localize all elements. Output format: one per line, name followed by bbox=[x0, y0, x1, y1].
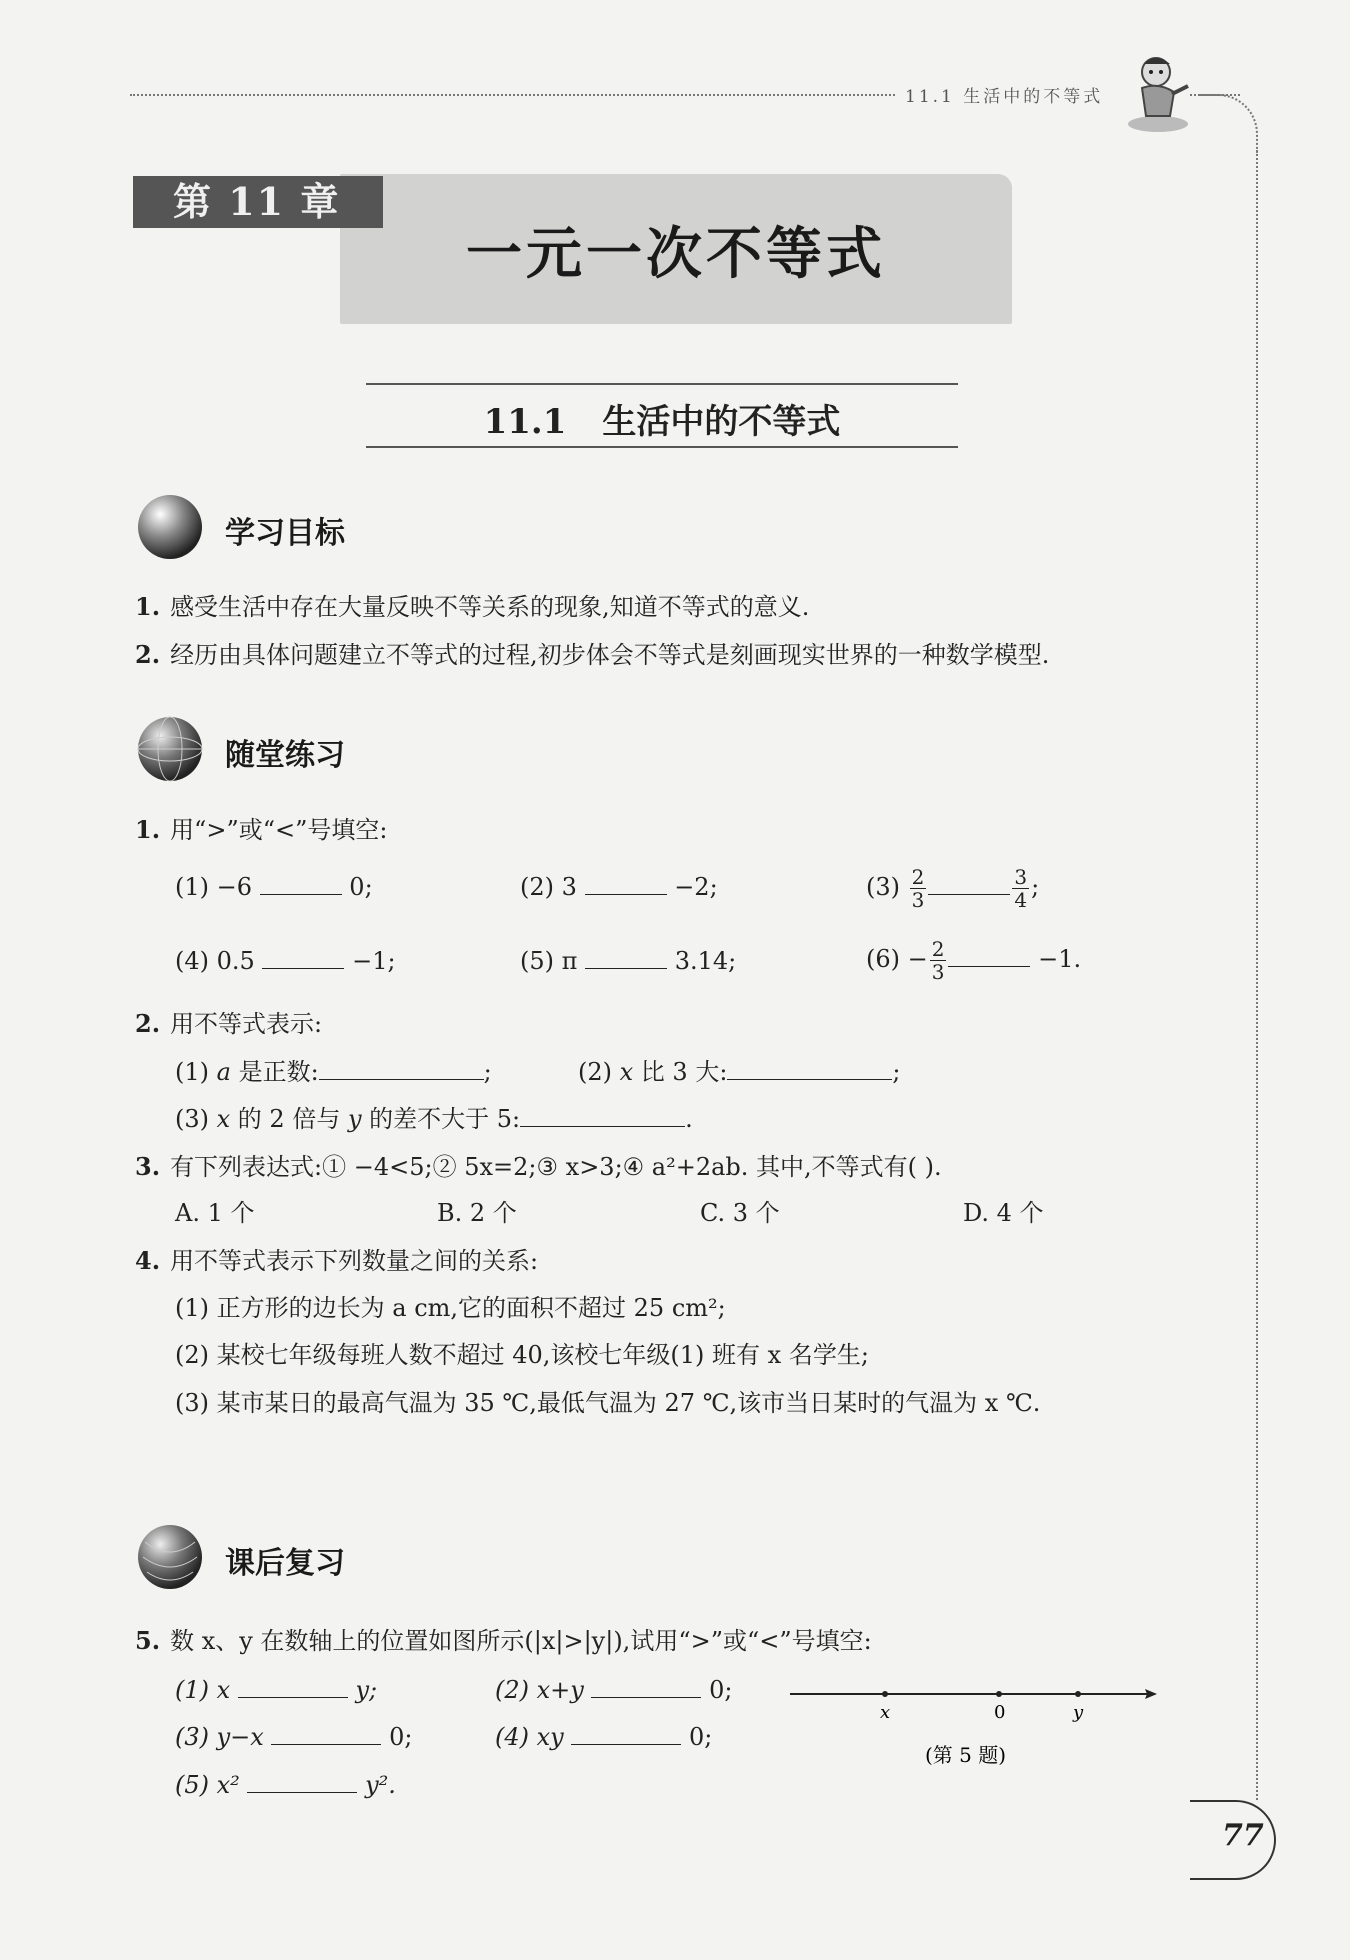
q5-part-3 bbox=[175, 1722, 412, 1752]
objective-num: 2. bbox=[135, 640, 161, 669]
question-num: 3. bbox=[135, 1152, 161, 1181]
question-5-stem bbox=[135, 1626, 872, 1656]
q3-option-a[interactable]: A. 1 个 bbox=[175, 1199, 255, 1227]
q3-option-b[interactable]: B. 2 个 bbox=[437, 1199, 517, 1227]
part-text: ; bbox=[483, 1058, 492, 1086]
point-origin bbox=[996, 1691, 1002, 1697]
answer-blank[interactable] bbox=[571, 1723, 681, 1745]
q5-part-2 bbox=[495, 1675, 732, 1705]
fraction bbox=[910, 866, 927, 911]
q1-part-2 bbox=[520, 872, 718, 902]
review-heading-label: 课后复习 bbox=[225, 1546, 345, 1581]
answer-blank[interactable] bbox=[591, 1676, 701, 1698]
objective-text: 感受生活中存在大量反映不等关系的现象,知道不等式的意义. bbox=[170, 593, 810, 621]
question-num: 2. bbox=[135, 1009, 161, 1038]
answer-blank[interactable] bbox=[271, 1723, 381, 1745]
right-dotted-rail bbox=[1256, 150, 1258, 1800]
q2-part-3 bbox=[175, 1104, 693, 1134]
part-text: −1. bbox=[1038, 945, 1082, 973]
variable: x bbox=[216, 1105, 231, 1133]
section-number: 11.1 bbox=[483, 402, 567, 442]
chapter-title: 一元一次不等式 bbox=[466, 222, 886, 287]
part-text: (3) bbox=[866, 873, 900, 901]
variable: a bbox=[216, 1058, 231, 1086]
part-text: . bbox=[685, 1105, 693, 1133]
answer-blank[interactable] bbox=[520, 1105, 685, 1127]
part-text: y². bbox=[365, 1771, 396, 1799]
running-title: 11.1 生活中的不等式 bbox=[905, 87, 1104, 107]
part-text: 比 3 大: bbox=[633, 1058, 728, 1086]
globe-icon bbox=[135, 714, 205, 784]
question-num: 4. bbox=[135, 1246, 161, 1275]
section-rule-top bbox=[366, 383, 958, 385]
fraction bbox=[1012, 866, 1029, 911]
q3-option-c[interactable]: C. 3 个 bbox=[700, 1199, 780, 1227]
part-text: ; bbox=[892, 1058, 901, 1086]
numerator: 3 bbox=[1014, 865, 1028, 889]
denominator: 3 bbox=[911, 888, 925, 912]
part-text: (1) bbox=[175, 1058, 217, 1086]
question-text: 用不等式表示下列数量之间的关系: bbox=[170, 1247, 539, 1275]
question-text: 数 x、y 在数轴上的位置如图所示(|x|>|y|),试用“>”或“<”号填空: bbox=[170, 1627, 872, 1655]
part-text: −2; bbox=[674, 873, 718, 901]
denominator: 4 bbox=[1014, 888, 1028, 912]
q1-part-3 bbox=[866, 860, 1039, 914]
q5-part-5 bbox=[175, 1770, 396, 1800]
answer-blank[interactable] bbox=[585, 947, 667, 969]
answer-blank[interactable] bbox=[262, 947, 344, 969]
part-text: (5) π bbox=[520, 947, 578, 975]
q4-part-1: (1) 正方形的边长为 a cm,它的面积不超过 25 cm²; bbox=[175, 1294, 726, 1322]
question-1-stem bbox=[135, 815, 387, 845]
part-text: (2) x+y bbox=[495, 1676, 584, 1704]
label-y: y bbox=[1073, 1702, 1084, 1723]
q1-part-5 bbox=[520, 946, 736, 976]
question-num: 1. bbox=[135, 815, 161, 844]
numerator: 2 bbox=[931, 937, 945, 961]
part-text: (4) xy bbox=[495, 1723, 564, 1751]
numerator: 2 bbox=[911, 865, 925, 889]
objective-item-1 bbox=[135, 592, 809, 622]
section-title bbox=[366, 394, 958, 443]
variable: y bbox=[347, 1105, 362, 1133]
answer-blank[interactable] bbox=[585, 873, 667, 895]
q1-part-4 bbox=[175, 946, 396, 976]
part-text: 3.14; bbox=[674, 947, 737, 975]
mascot-illustration bbox=[1120, 52, 1196, 136]
number-line-figure bbox=[785, 1676, 1175, 1786]
part-text: 0; bbox=[689, 1723, 713, 1751]
chapter-tag: 第 11 章 bbox=[133, 176, 383, 228]
question-2-stem bbox=[135, 1009, 322, 1039]
denominator: 3 bbox=[931, 960, 945, 984]
section-rule-bottom bbox=[366, 446, 958, 448]
part-text: 的 2 倍与 bbox=[230, 1105, 348, 1133]
label-origin: 0 bbox=[994, 1702, 1006, 1723]
part-text: 的差不大于 5: bbox=[361, 1105, 521, 1133]
question-num: 5. bbox=[135, 1626, 161, 1655]
question-text: 有下列表达式:① −4<5;② 5x=2;③ x>3;④ a²+2ab. 其中,不等式有( ). bbox=[170, 1153, 942, 1181]
question-3-stem bbox=[135, 1152, 942, 1182]
label-x: x bbox=[880, 1702, 891, 1723]
part-text: (1) −6 bbox=[175, 873, 253, 901]
sphere-icon bbox=[135, 492, 205, 562]
answer-blank[interactable] bbox=[238, 1676, 348, 1698]
part-text: (3) y−x bbox=[175, 1723, 264, 1751]
answer-blank[interactable] bbox=[319, 1058, 484, 1080]
point-y bbox=[1075, 1691, 1081, 1697]
answer-blank[interactable] bbox=[247, 1771, 357, 1793]
section-name: 生活中的不等式 bbox=[602, 402, 841, 442]
objective-item-2 bbox=[135, 640, 1049, 670]
q4-part-2: (2) 某校七年级每班人数不超过 40,该校七年级(1) 班有 x 名学生; bbox=[175, 1341, 869, 1369]
part-text: (3) bbox=[175, 1105, 217, 1133]
part-text: 0; bbox=[709, 1676, 733, 1704]
q5-part-4 bbox=[495, 1722, 712, 1752]
fraction bbox=[930, 938, 947, 983]
q2-part-1 bbox=[175, 1057, 492, 1087]
part-text: −1; bbox=[352, 947, 396, 975]
part-text: ; bbox=[1031, 873, 1040, 901]
answer-blank[interactable] bbox=[948, 945, 1030, 967]
question-text: 用不等式表示: bbox=[170, 1010, 323, 1038]
part-text: 是正数: bbox=[230, 1058, 319, 1086]
page-number: 77 bbox=[1222, 1818, 1264, 1853]
part-text: 0; bbox=[349, 873, 373, 901]
objective-num: 1. bbox=[135, 592, 161, 621]
part-text: (6) − bbox=[866, 945, 928, 973]
answer-blank[interactable] bbox=[727, 1058, 892, 1080]
part-text: 0; bbox=[389, 1723, 413, 1751]
q1-part-6 bbox=[866, 932, 1081, 986]
q1-part-1 bbox=[175, 872, 373, 902]
q4-part-3: (3) 某市某日的最高气温为 35 ℃,最低气温为 27 ℃,该市当日某时的气温为 x ℃. bbox=[175, 1389, 1041, 1417]
answer-blank[interactable] bbox=[260, 873, 342, 895]
question-4-stem bbox=[135, 1246, 538, 1276]
header-corner-curve bbox=[1200, 94, 1258, 154]
part-text: (5) x² bbox=[175, 1771, 240, 1799]
part-text: (2) bbox=[578, 1058, 620, 1086]
globe-icon bbox=[135, 1522, 205, 1592]
practice-heading-label: 随堂练习 bbox=[225, 738, 345, 773]
point-x bbox=[882, 1691, 888, 1697]
figure-caption: (第 5 题) bbox=[925, 1743, 1007, 1767]
variable: x bbox=[619, 1058, 634, 1086]
q5-part-1 bbox=[175, 1675, 377, 1705]
part-text: y; bbox=[355, 1676, 378, 1704]
objectives-heading-label: 学习目标 bbox=[225, 516, 345, 551]
question-text: 用“>”或“<”号填空: bbox=[170, 816, 388, 844]
part-text: (1) x bbox=[175, 1676, 231, 1704]
q2-part-2 bbox=[578, 1057, 901, 1087]
part-text: (2) 3 bbox=[520, 873, 577, 901]
header-dotted-line bbox=[130, 94, 895, 96]
answer-blank[interactable] bbox=[928, 873, 1010, 895]
part-text: (4) 0.5 bbox=[175, 947, 255, 975]
q3-option-d[interactable]: D. 4 个 bbox=[963, 1199, 1044, 1227]
objective-text: 经历由具体问题建立不等式的过程,初步体会不等式是刻画现实世界的一种数学模型. bbox=[170, 641, 1050, 669]
